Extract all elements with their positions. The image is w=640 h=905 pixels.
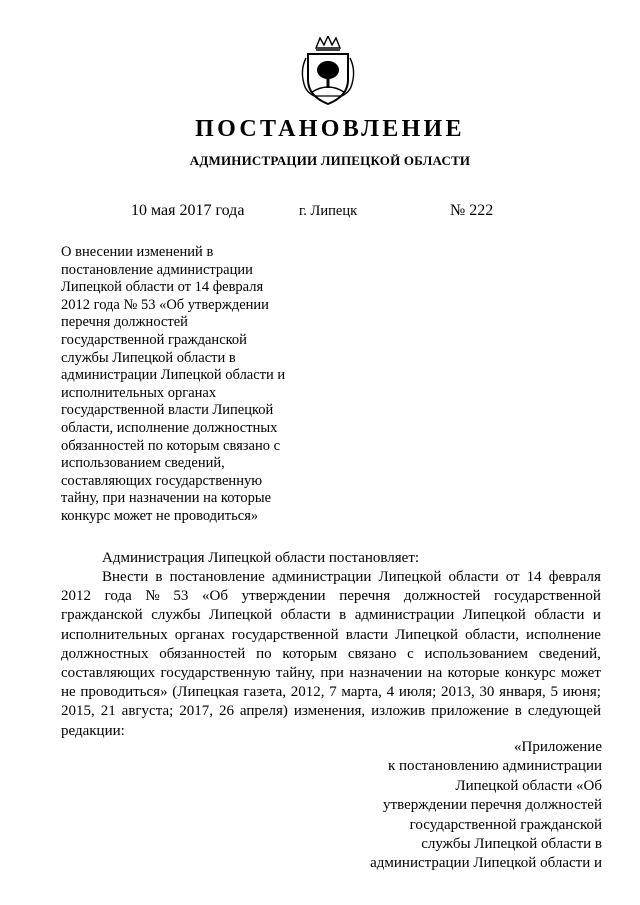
- body-word: должностных: [61, 645, 149, 662]
- body-word: области: [280, 607, 331, 624]
- subject-line: государственной власти Липецкой: [61, 402, 274, 419]
- body-word: которым: [282, 645, 338, 662]
- document-subject: [61, 244, 311, 526]
- body-word: в: [339, 607, 347, 624]
- issuing-authority: АДМИНИСТРАЦИИ ЛИПЕЦКОЙ ОБЛАСТИ: [189, 153, 471, 168]
- appendix-line: к постановлению администрации: [387, 758, 602, 775]
- body-word: сведений,: [538, 645, 601, 662]
- body-word: области,: [465, 626, 519, 643]
- subject-line: администрации Липецкой области и: [61, 367, 286, 384]
- body-line: [61, 664, 601, 683]
- body-word: приложение: [431, 703, 509, 720]
- appendix-header: [342, 738, 602, 874]
- body-word: Липецкой: [395, 626, 459, 643]
- body-word: года: [104, 588, 132, 605]
- body-word: газета,: [243, 684, 287, 701]
- resolution-body: [61, 568, 601, 741]
- body-word: перечня: [339, 588, 391, 605]
- subject-line: постановление администрации: [61, 261, 253, 278]
- body-word: которые: [447, 665, 500, 682]
- appendix-line: Липецкой области «Об: [455, 777, 602, 794]
- subject-line: области, исполнение должностных: [61, 419, 278, 436]
- body-line: [61, 568, 601, 587]
- body-word: назначении: [349, 665, 423, 682]
- resolution-intro: Администрация Липецкой области постановляет:: [102, 550, 420, 566]
- body-word: использованием: [424, 645, 528, 662]
- document-title: ПОСТАНОВЛЕНИЕ: [195, 116, 465, 142]
- body-word: Липецкой: [209, 607, 272, 624]
- body-word: может: [560, 665, 601, 682]
- appendix-line: администрации Липецкой области и: [370, 855, 602, 872]
- body-word: исполнение: [526, 626, 601, 643]
- body-word: 2012,: [290, 684, 325, 701]
- appendix-line: утверждении перечня должностей: [383, 797, 602, 814]
- body-word: «Об: [202, 588, 228, 605]
- body-word: государственной: [494, 588, 601, 605]
- subject-line: использованием сведений,: [61, 455, 225, 472]
- body-word: следующей: [527, 703, 601, 720]
- body-word: администрации: [354, 607, 455, 624]
- body-word: тайну,: [275, 665, 316, 682]
- body-word: 2017,: [179, 703, 213, 720]
- body-word: марта,: [341, 684, 382, 701]
- body-line: [61, 626, 601, 645]
- subject-line: государственной гражданской: [61, 331, 247, 348]
- body-word: 53: [173, 588, 189, 605]
- body-line: [61, 587, 601, 606]
- body-word: 5: [550, 684, 558, 701]
- body-word: редакции:: [61, 722, 125, 739]
- body-word: власти: [345, 626, 389, 643]
- body-word: 2015,: [61, 703, 95, 720]
- body-word: утверждении: [241, 588, 326, 605]
- body-word: изложив: [371, 703, 426, 720]
- body-word: службы: [151, 607, 201, 624]
- appendix-line: государственной гражданской: [409, 816, 602, 833]
- body-word: и: [592, 607, 601, 624]
- body-word: июня;: [562, 684, 601, 701]
- document-city: г. Липецк: [299, 203, 358, 219]
- body-word: изменения,: [293, 703, 366, 720]
- body-word: февраля: [548, 569, 601, 585]
- document-number: № 222: [450, 202, 494, 219]
- subject-line: 2012 года № 53 «Об утверждении: [61, 296, 269, 313]
- body-word: проводиться»: [80, 684, 168, 701]
- body-word: исполнительных: [61, 626, 168, 643]
- body-word: 30: [479, 684, 495, 701]
- body-word: связано: [347, 645, 397, 662]
- subject-line: перечня должностей: [61, 314, 188, 331]
- body-line: [61, 606, 601, 625]
- body-word: Липецкой: [378, 569, 442, 585]
- body-word: Внести: [102, 569, 149, 585]
- subject-line: конкурс может не проводиться»: [61, 507, 259, 524]
- body-word: области: [534, 607, 585, 624]
- subject-line: обязанностей по которым связано с: [61, 437, 281, 454]
- body-word: 14: [526, 569, 542, 585]
- body-word: 4: [386, 684, 395, 701]
- body-word: апреля): [239, 703, 288, 720]
- body-word: государственную: [160, 665, 271, 682]
- body-word: на: [427, 665, 443, 682]
- body-word: органах: [174, 626, 225, 643]
- appendix-line: службы Липецкой области в: [421, 836, 602, 853]
- coat-of-arms-emblem: [296, 36, 360, 108]
- body-line: [61, 683, 601, 702]
- body-word: от: [505, 569, 520, 585]
- subject-line: исполнительных органах: [61, 384, 217, 401]
- body-word: (Липецкая: [172, 684, 239, 701]
- body-word: Липецкой: [462, 607, 526, 624]
- body-word: обязанностей: [159, 645, 246, 662]
- body-word: июля;: [398, 684, 437, 701]
- document-date: 10 мая 2017 года: [131, 202, 245, 219]
- body-word: №: [145, 588, 160, 605]
- subject-line: Липецкой области от 14 февраля: [61, 279, 264, 296]
- appendix-line: «Приложение: [513, 739, 602, 755]
- body-word: должностей: [403, 588, 481, 605]
- body-word: государственной: [231, 626, 339, 643]
- body-word: при: [320, 665, 344, 682]
- body-word: 2012: [61, 588, 91, 605]
- subject-line: тайну, при назначении на которые: [61, 490, 272, 507]
- body-line: [61, 702, 601, 721]
- body-word: августа;: [121, 703, 174, 720]
- body-word: с: [407, 645, 414, 662]
- body-word: в: [155, 569, 163, 585]
- body-word: составляющих: [61, 665, 156, 682]
- body-word: 21: [100, 703, 116, 720]
- body-word: 2013,: [440, 684, 475, 701]
- body-word: постановление: [169, 569, 265, 585]
- subject-line: О внесении изменений в: [61, 244, 214, 260]
- body-line: [61, 645, 601, 664]
- subject-line: составляющих государственную: [61, 472, 263, 489]
- body-word: по: [256, 645, 272, 662]
- body-word: администрации: [271, 569, 372, 585]
- body-word: гражданской: [61, 607, 143, 624]
- body-word: 26: [218, 703, 234, 720]
- body-word: января,: [499, 684, 546, 701]
- body-word: области: [448, 569, 499, 585]
- body-word: 7: [329, 684, 337, 701]
- body-word: в: [514, 703, 522, 720]
- subject-line: службы Липецкой области в: [61, 349, 236, 366]
- body-word: конкурс: [504, 665, 556, 682]
- body-word: не: [61, 684, 76, 701]
